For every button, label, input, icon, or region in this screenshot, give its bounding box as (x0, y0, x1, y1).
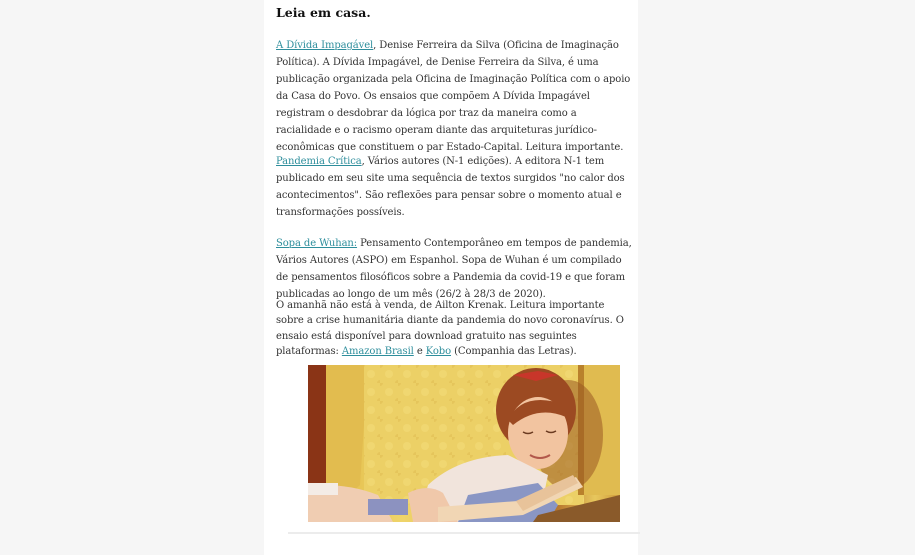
paragraph-text: Pensamento Contemporâneo em tempos de pandemia, Vários Autores (ASPO) em Espanhol. Sopa de Wuhan é um compilado de pensamentos filosóficos sobre a Pandemia da covid-19 e que foram publicadas ao longo de um mês (26/2 à 28/3 de 2020). (276, 238, 632, 300)
paragraph-divida-impagavel (276, 37, 632, 156)
article-panel (264, 0, 638, 555)
link-sopa-de-wuhan[interactable]: Sopa de Wuhan: (276, 238, 358, 249)
girl-reading-illustration (308, 365, 620, 522)
section-heading: Leia em casa. (276, 5, 371, 20)
paragraph-text: O amanhã não está à venda, de Ailton Krenak. Leitura importante sobre a crise humanitária diante da pandemia do novo coronavírus. O ensaio está disponível para download gratuito nas seguintes plataformas: (276, 300, 624, 357)
paragraph-text: , Vários autores (N-1 edições). A editora N-1 tem publicado em seu site uma sequência de textos surgidos "no calor dos acontecimentos". São reflexões para pensar sobre o momento atual e transformações possíveis. (276, 156, 625, 218)
paragraph-pandemia-critica (276, 153, 632, 221)
paragraph-text: , Denise Ferreira da Silva (Oficina de Imaginação Política). A Dívida Impagável, de Denise Ferreira da Silva, é uma publicação organizada pela Oficina de Imaginação Política com o apoio da Casa do Povo. Os ensaios que compõem A Dívida Impagável registram o desdobrar da lógica por traz da maneira como a racialidade e o racismo operam diante das arquiteturas jurídico-econômicas que constituem o par Estado-Capital. Leitura importante. (276, 40, 631, 153)
paragraph-sopa-de-wuhan (276, 235, 632, 303)
link-divida-impagavel[interactable]: A Dívida Impagável (276, 40, 374, 51)
link-pandemia-critica[interactable]: Pandemia Crítica (276, 156, 362, 167)
link-kobo[interactable]: Kobo (425, 345, 452, 357)
paragraph-text: (Companhia das Letras). (451, 345, 577, 357)
paragraph-text-connector: e (413, 345, 426, 357)
section-divider (288, 532, 640, 534)
link-amazon-brasil[interactable]: Amazon Brasil (341, 345, 414, 357)
paragraph-amanha-nao-esta-a-venda (276, 298, 632, 359)
article-image-girl-reading (308, 365, 620, 522)
